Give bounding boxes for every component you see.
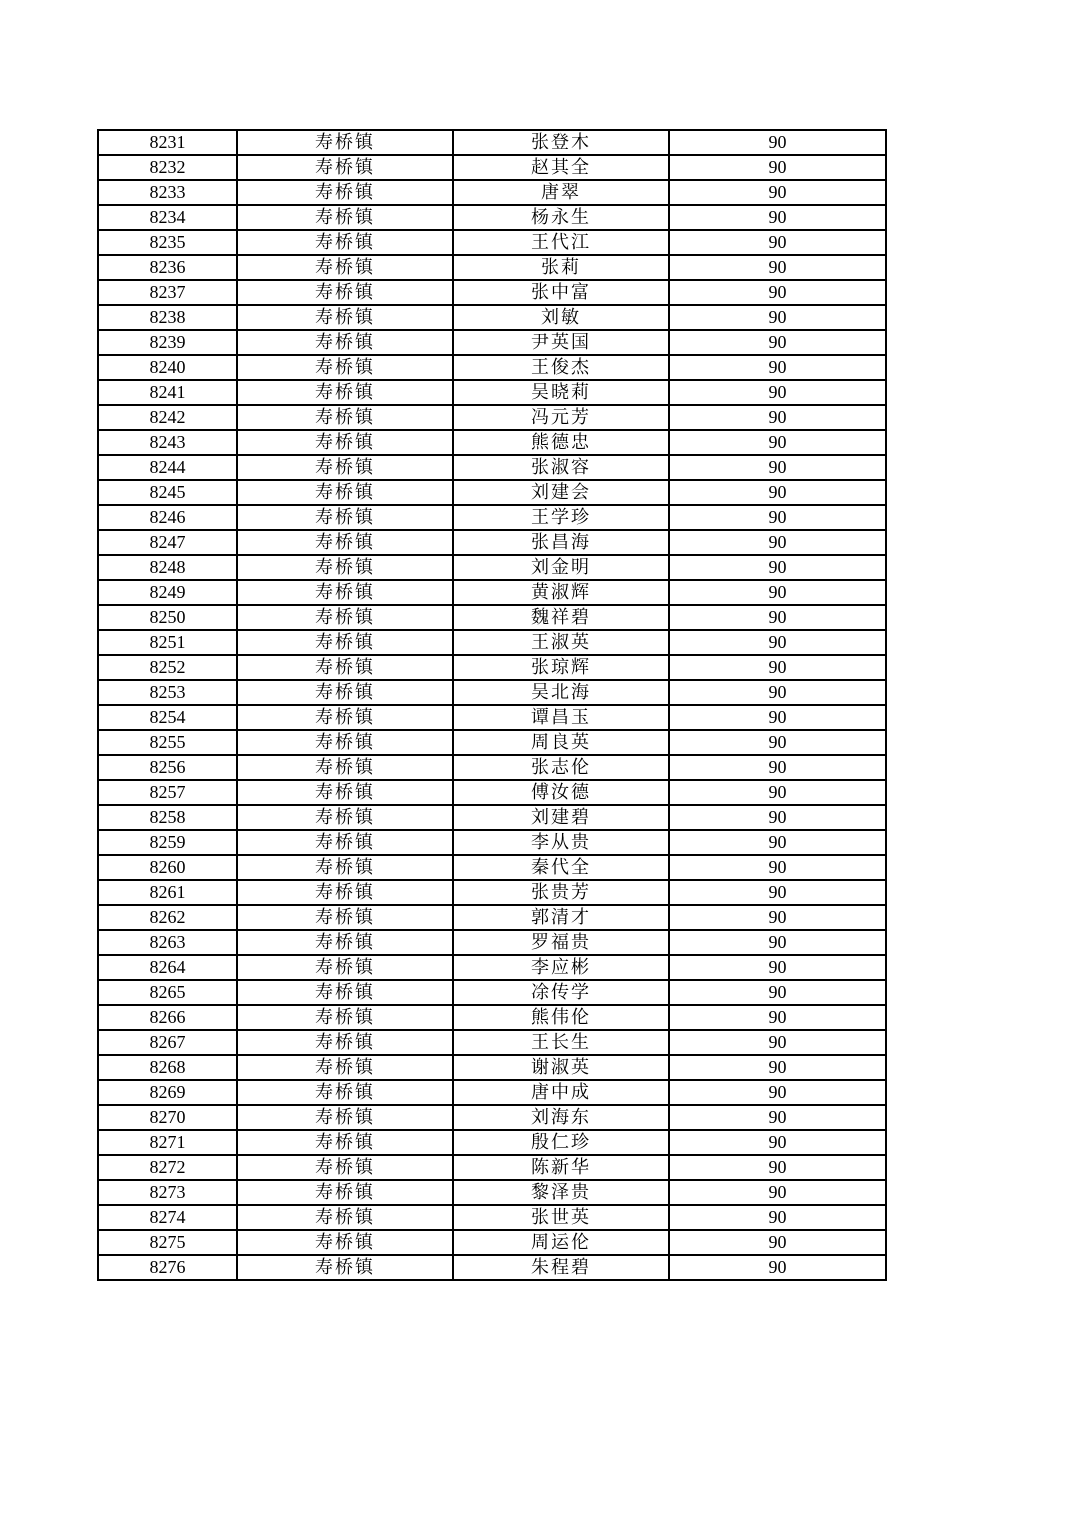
town-cell: 寿桥镇 [237, 180, 453, 205]
score-cell: 90 [669, 980, 886, 1005]
score-cell: 90 [669, 855, 886, 880]
table-row [98, 230, 886, 255]
score-cell: 90 [669, 780, 886, 805]
score-cell: 90 [669, 230, 886, 255]
score-cell: 90 [669, 405, 886, 430]
row-number-cell: 8245 [98, 480, 237, 505]
town-cell: 寿桥镇 [237, 1255, 453, 1280]
row-number-cell: 8264 [98, 955, 237, 980]
person-name-cell: 刘建碧 [453, 805, 669, 830]
town-cell: 寿桥镇 [237, 730, 453, 755]
town-cell: 寿桥镇 [237, 430, 453, 455]
person-name-cell: 张登木 [453, 130, 669, 155]
person-name-cell: 张昌海 [453, 530, 669, 555]
person-name-cell: 王学珍 [453, 505, 669, 530]
person-name-cell: 黎泽贵 [453, 1180, 669, 1205]
person-name-cell: 郭清才 [453, 905, 669, 930]
row-number-cell: 8249 [98, 580, 237, 605]
table-row [98, 1255, 886, 1280]
table-row [98, 755, 886, 780]
table-row [98, 1230, 886, 1255]
table-row [98, 780, 886, 805]
town-cell: 寿桥镇 [237, 455, 453, 480]
town-cell: 寿桥镇 [237, 205, 453, 230]
town-cell: 寿桥镇 [237, 855, 453, 880]
town-cell: 寿桥镇 [237, 330, 453, 355]
town-cell: 寿桥镇 [237, 155, 453, 180]
town-cell: 寿桥镇 [237, 605, 453, 630]
person-name-cell: 尹英国 [453, 330, 669, 355]
person-name-cell: 熊德忠 [453, 430, 669, 455]
person-name-cell: 凃传学 [453, 980, 669, 1005]
person-name-cell: 张琼辉 [453, 655, 669, 680]
score-cell: 90 [669, 330, 886, 355]
score-cell: 90 [669, 805, 886, 830]
person-name-cell: 刘敏 [453, 305, 669, 330]
score-cell: 90 [669, 880, 886, 905]
row-number-cell: 8247 [98, 530, 237, 555]
town-cell: 寿桥镇 [237, 1080, 453, 1105]
row-number-cell: 8233 [98, 180, 237, 205]
score-cell: 90 [669, 555, 886, 580]
person-name-cell: 刘海东 [453, 1105, 669, 1130]
score-cell: 90 [669, 130, 886, 155]
person-name-cell: 罗福贵 [453, 930, 669, 955]
table-row [98, 630, 886, 655]
score-cell: 90 [669, 205, 886, 230]
table-row [98, 955, 886, 980]
score-cell: 90 [669, 380, 886, 405]
table-row [98, 430, 886, 455]
table-row [98, 355, 886, 380]
person-name-cell: 谭昌玉 [453, 705, 669, 730]
town-cell: 寿桥镇 [237, 1205, 453, 1230]
table-row [98, 180, 886, 205]
row-number-cell: 8241 [98, 380, 237, 405]
row-number-cell: 8262 [98, 905, 237, 930]
row-number-cell: 8271 [98, 1130, 237, 1155]
town-cell: 寿桥镇 [237, 1105, 453, 1130]
table-row [98, 280, 886, 305]
town-cell: 寿桥镇 [237, 930, 453, 955]
score-cell: 90 [669, 1205, 886, 1230]
person-name-cell: 熊伟伦 [453, 1005, 669, 1030]
table-row [98, 255, 886, 280]
town-cell: 寿桥镇 [237, 980, 453, 1005]
row-number-cell: 8234 [98, 205, 237, 230]
score-cell: 90 [669, 905, 886, 930]
row-number-cell: 8265 [98, 980, 237, 1005]
town-cell: 寿桥镇 [237, 805, 453, 830]
roster-table-body [98, 130, 886, 1280]
town-cell: 寿桥镇 [237, 755, 453, 780]
person-name-cell: 王代江 [453, 230, 669, 255]
town-cell: 寿桥镇 [237, 305, 453, 330]
table-row [98, 330, 886, 355]
table-row [98, 155, 886, 180]
row-number-cell: 8238 [98, 305, 237, 330]
town-cell: 寿桥镇 [237, 655, 453, 680]
table-row [98, 380, 886, 405]
table-row [98, 705, 886, 730]
table-row [98, 680, 886, 705]
town-cell: 寿桥镇 [237, 1005, 453, 1030]
person-name-cell: 张世英 [453, 1205, 669, 1230]
person-name-cell: 殷仁珍 [453, 1130, 669, 1155]
table-row [98, 505, 886, 530]
person-name-cell: 吴北海 [453, 680, 669, 705]
table-row [98, 805, 886, 830]
town-cell: 寿桥镇 [237, 1155, 453, 1180]
person-name-cell: 唐翠 [453, 180, 669, 205]
row-number-cell: 8250 [98, 605, 237, 630]
person-name-cell: 刘建会 [453, 480, 669, 505]
score-cell: 90 [669, 455, 886, 480]
person-name-cell: 秦代全 [453, 855, 669, 880]
person-name-cell: 王长生 [453, 1030, 669, 1055]
score-cell: 90 [669, 1030, 886, 1055]
score-cell: 90 [669, 755, 886, 780]
score-cell: 90 [669, 305, 886, 330]
town-cell: 寿桥镇 [237, 830, 453, 855]
town-cell: 寿桥镇 [237, 405, 453, 430]
town-cell: 寿桥镇 [237, 530, 453, 555]
person-name-cell: 王淑英 [453, 630, 669, 655]
row-number-cell: 8255 [98, 730, 237, 755]
score-cell: 90 [669, 605, 886, 630]
score-cell: 90 [669, 630, 886, 655]
person-name-cell: 黄淑辉 [453, 580, 669, 605]
person-name-cell: 周运伦 [453, 1230, 669, 1255]
town-cell: 寿桥镇 [237, 1130, 453, 1155]
row-number-cell: 8258 [98, 805, 237, 830]
town-cell: 寿桥镇 [237, 580, 453, 605]
person-name-cell: 张中富 [453, 280, 669, 305]
row-number-cell: 8244 [98, 455, 237, 480]
person-name-cell: 李应彬 [453, 955, 669, 980]
row-number-cell: 8239 [98, 330, 237, 355]
person-name-cell: 刘金明 [453, 555, 669, 580]
table-row [98, 930, 886, 955]
row-number-cell: 8257 [98, 780, 237, 805]
town-cell: 寿桥镇 [237, 680, 453, 705]
town-cell: 寿桥镇 [237, 480, 453, 505]
town-cell: 寿桥镇 [237, 1180, 453, 1205]
row-number-cell: 8251 [98, 630, 237, 655]
town-cell: 寿桥镇 [237, 630, 453, 655]
score-cell: 90 [669, 180, 886, 205]
score-cell: 90 [669, 830, 886, 855]
person-name-cell: 朱程碧 [453, 1255, 669, 1280]
table-row [98, 605, 886, 630]
score-cell: 90 [669, 1230, 886, 1255]
table-row [98, 855, 886, 880]
table-row [98, 1005, 886, 1030]
table-row [98, 455, 886, 480]
row-number-cell: 8235 [98, 230, 237, 255]
score-cell: 90 [669, 730, 886, 755]
score-cell: 90 [669, 580, 886, 605]
table-row [98, 1205, 886, 1230]
town-cell: 寿桥镇 [237, 230, 453, 255]
person-name-cell: 魏祥碧 [453, 605, 669, 630]
score-cell: 90 [669, 280, 886, 305]
table-row [98, 1055, 886, 1080]
table-row [98, 555, 886, 580]
row-number-cell: 8236 [98, 255, 237, 280]
score-cell: 90 [669, 680, 886, 705]
row-number-cell: 8267 [98, 1030, 237, 1055]
person-name-cell: 杨永生 [453, 205, 669, 230]
row-number-cell: 8246 [98, 505, 237, 530]
score-cell: 90 [669, 655, 886, 680]
table-row [98, 830, 886, 855]
person-name-cell: 冯元芳 [453, 405, 669, 430]
score-cell: 90 [669, 1130, 886, 1155]
score-cell: 90 [669, 1080, 886, 1105]
row-number-cell: 8260 [98, 855, 237, 880]
person-name-cell: 王俊杰 [453, 355, 669, 380]
town-cell: 寿桥镇 [237, 1055, 453, 1080]
table-row [98, 730, 886, 755]
town-cell: 寿桥镇 [237, 255, 453, 280]
row-number-cell: 8237 [98, 280, 237, 305]
score-cell: 90 [669, 1255, 886, 1280]
table-row [98, 1180, 886, 1205]
table-row [98, 1030, 886, 1055]
table-row [98, 405, 886, 430]
town-cell: 寿桥镇 [237, 780, 453, 805]
table-row [98, 530, 886, 555]
person-name-cell: 陈新华 [453, 1155, 669, 1180]
table-row [98, 905, 886, 930]
table-row [98, 1080, 886, 1105]
person-name-cell: 张莉 [453, 255, 669, 280]
row-number-cell: 8270 [98, 1105, 237, 1130]
row-number-cell: 8273 [98, 1180, 237, 1205]
person-name-cell: 张贵芳 [453, 880, 669, 905]
person-name-cell: 李从贵 [453, 830, 669, 855]
row-number-cell: 8256 [98, 755, 237, 780]
row-number-cell: 8266 [98, 1005, 237, 1030]
score-cell: 90 [669, 355, 886, 380]
town-cell: 寿桥镇 [237, 1230, 453, 1255]
row-number-cell: 8242 [98, 405, 237, 430]
row-number-cell: 8275 [98, 1230, 237, 1255]
score-cell: 90 [669, 955, 886, 980]
person-name-cell: 谢淑英 [453, 1055, 669, 1080]
row-number-cell: 8248 [98, 555, 237, 580]
table-row [98, 580, 886, 605]
row-number-cell: 8261 [98, 880, 237, 905]
table-row [98, 980, 886, 1005]
score-cell: 90 [669, 505, 886, 530]
score-cell: 90 [669, 705, 886, 730]
town-cell: 寿桥镇 [237, 955, 453, 980]
row-number-cell: 8231 [98, 130, 237, 155]
row-number-cell: 8276 [98, 1255, 237, 1280]
score-cell: 90 [669, 430, 886, 455]
person-name-cell: 周良英 [453, 730, 669, 755]
town-cell: 寿桥镇 [237, 280, 453, 305]
score-cell: 90 [669, 1155, 886, 1180]
town-cell: 寿桥镇 [237, 355, 453, 380]
row-number-cell: 8254 [98, 705, 237, 730]
score-cell: 90 [669, 1180, 886, 1205]
table-row [98, 1105, 886, 1130]
score-cell: 90 [669, 1105, 886, 1130]
row-number-cell: 8263 [98, 930, 237, 955]
town-cell: 寿桥镇 [237, 555, 453, 580]
town-cell: 寿桥镇 [237, 905, 453, 930]
row-number-cell: 8269 [98, 1080, 237, 1105]
town-cell: 寿桥镇 [237, 130, 453, 155]
table-row [98, 880, 886, 905]
row-number-cell: 8240 [98, 355, 237, 380]
table-row [98, 655, 886, 680]
row-number-cell: 8243 [98, 430, 237, 455]
person-name-cell: 张淑容 [453, 455, 669, 480]
town-cell: 寿桥镇 [237, 1030, 453, 1055]
row-number-cell: 8272 [98, 1155, 237, 1180]
score-cell: 90 [669, 1005, 886, 1030]
town-cell: 寿桥镇 [237, 705, 453, 730]
score-cell: 90 [669, 1055, 886, 1080]
table-row [98, 480, 886, 505]
table-row [98, 1130, 886, 1155]
score-cell: 90 [669, 530, 886, 555]
table-row [98, 205, 886, 230]
score-cell: 90 [669, 480, 886, 505]
town-cell: 寿桥镇 [237, 880, 453, 905]
person-name-cell: 吴晓莉 [453, 380, 669, 405]
score-cell: 90 [669, 930, 886, 955]
row-number-cell: 8252 [98, 655, 237, 680]
row-number-cell: 8274 [98, 1205, 237, 1230]
table-row [98, 130, 886, 155]
row-number-cell: 8232 [98, 155, 237, 180]
person-name-cell: 张志伦 [453, 755, 669, 780]
score-cell: 90 [669, 255, 886, 280]
table-row [98, 1155, 886, 1180]
score-cell: 90 [669, 155, 886, 180]
person-name-cell: 赵其全 [453, 155, 669, 180]
town-cell: 寿桥镇 [237, 505, 453, 530]
table-row [98, 305, 886, 330]
person-name-cell: 傅汝德 [453, 780, 669, 805]
row-number-cell: 8259 [98, 830, 237, 855]
roster-table [97, 129, 887, 1281]
town-cell: 寿桥镇 [237, 380, 453, 405]
row-number-cell: 8268 [98, 1055, 237, 1080]
person-name-cell: 唐中成 [453, 1080, 669, 1105]
row-number-cell: 8253 [98, 680, 237, 705]
